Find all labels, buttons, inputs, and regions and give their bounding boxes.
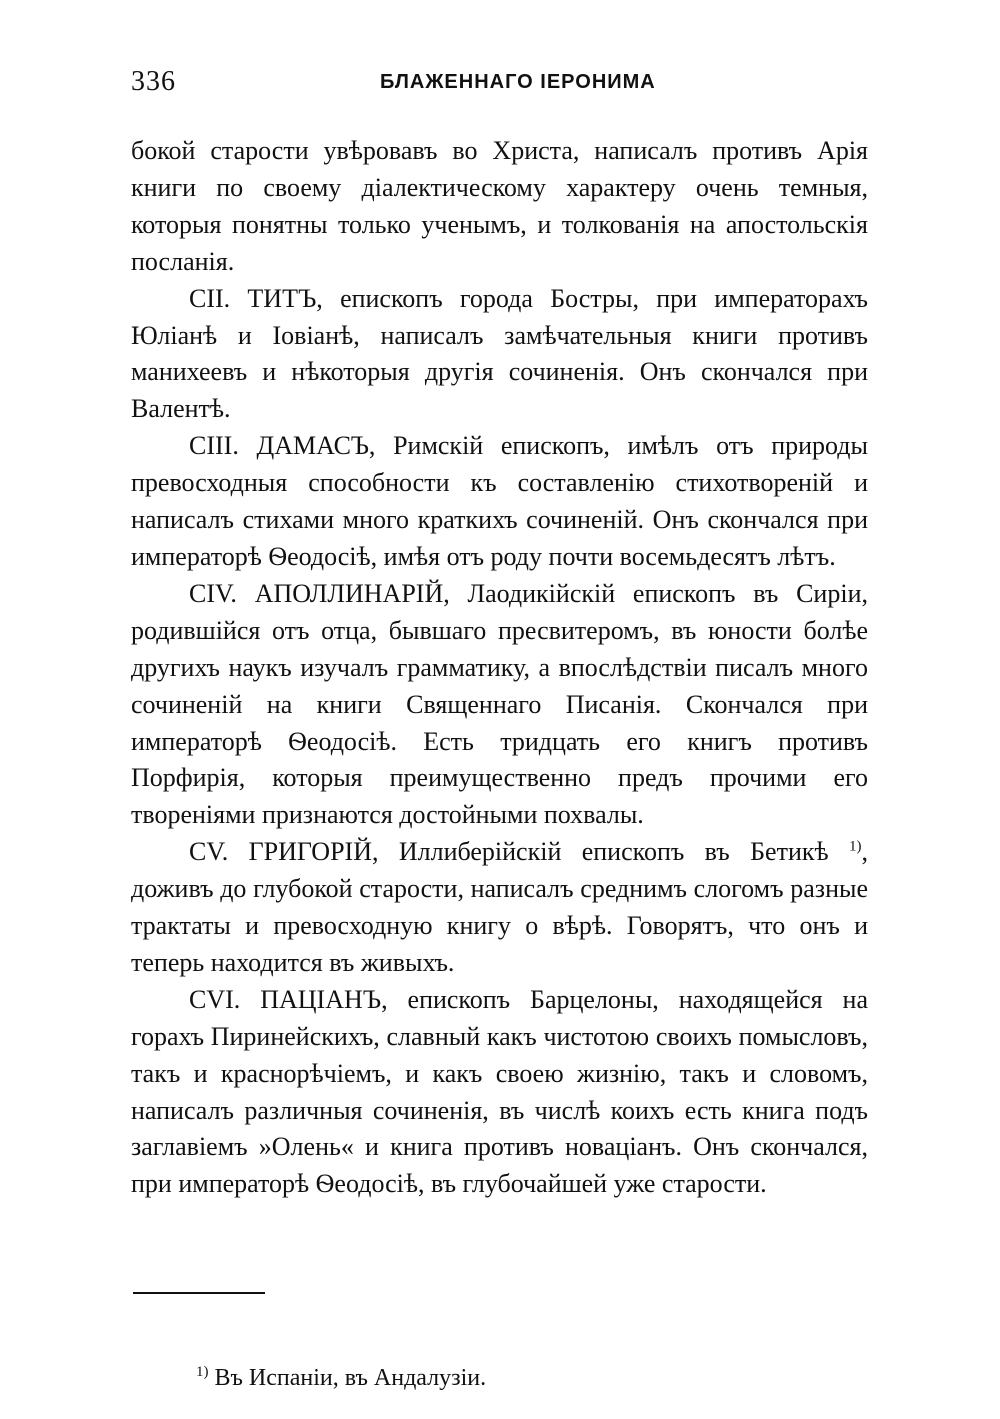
paragraph-damasus: CIII. ДАМАСЪ, Римскій епископъ, имѣлъ отъ природы превосходныя способности къ составленію стихотвореній и написалъ стихами много краткихъ сочиненій. Онъ скончался при императорѣ Ѳеодосіѣ, имѣя отъ роду почти восемьдесятъ лѣтъ. (131, 431, 868, 571)
footnote-reference: 1) (849, 838, 862, 855)
page-number: 336 (131, 66, 176, 97)
footnote (196, 1365, 486, 1392)
footnote-marker: 1) (196, 1364, 209, 1380)
body-text (131, 133, 868, 1203)
paragraph-gregory-head: CV. ГРИГОРІЙ, Иллиберійскій епископъ въ Бетикѣ (189, 837, 829, 867)
paragraph-gregory-tail: , доживъ до глубокой старости, написалъ среднимъ слогомъ разные трактаты и превосходную книгу о вѣрѣ. Говорятъ, что онъ и теперь находится въ живыхъ. (131, 837, 868, 977)
footnote-divider (133, 1292, 265, 1294)
paragraph-titus: CII. ТИТЪ, епископъ города Бостры, при императорахъ Юліанѣ и Іовіанѣ, написалъ замѣчательныя книги противъ манихеевъ и нѣкоторыя другія сочиненія. Онъ скончался при Валентѣ. (131, 283, 868, 424)
paragraph-gregory (131, 834, 868, 982)
running-head: БЛАЖЕННАГО ІЕРОНИМА (380, 71, 656, 93)
paragraph-apollinaris: CIV. АПОЛЛИНАРІЙ, Лаодикійскій епископъ въ Сиріи, родившійся отъ отца, бывшаго пресвитеромъ, въ юности болѣе другихъ наукъ изучалъ грамматику, а впослѣдствіи писалъ много сочиненій на книги Священнаго Писанія. Скончался при императорѣ Ѳеодосіѣ. Есть тридцать его книгъ противъ Порфирія, которыя преимущественно предъ прочими его твореніями признаются достойными похвалы. (131, 578, 868, 830)
paragraph-continuation: бокой старости увѣровавъ во Христа, написалъ противъ Арія книги по своему діалектическому характеру очень темныя, которыя понятны только ученымъ, и толкованія на апостольскія посланія. (131, 136, 868, 276)
footnote-text: Въ Испаніи, въ Андалузіи. (214, 1365, 487, 1391)
paragraph-pacian: CVI. ПАЦІАНЪ, епископъ Барцелоны, находящейся на горахъ Пиринейскихъ, славный какъ чистотою своихъ помысловъ, такъ и краснорѣчіемъ, и какъ своею жизнію, такъ и словомъ, написалъ различныя сочиненія, въ числѣ коихъ есть книга подъ заглавіемъ »Олень« и книга противъ новаціанъ. Онъ скончался, при императорѣ Ѳеодосіѣ, въ глубочайшей уже старости. (131, 984, 868, 1199)
